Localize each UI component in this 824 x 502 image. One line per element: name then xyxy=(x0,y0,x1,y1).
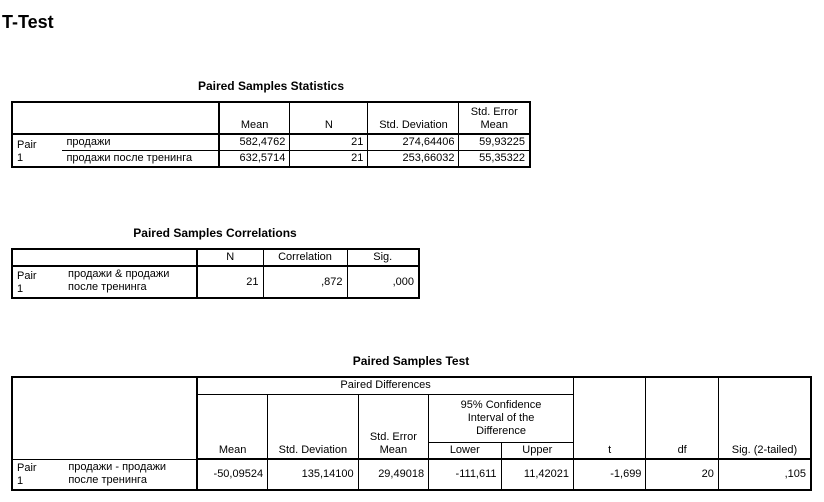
corr-cell-n: 21 xyxy=(197,266,263,298)
test-header-paired-differences: Paired Differences xyxy=(197,377,573,394)
paired-samples-correlations-table xyxy=(11,248,420,299)
test-header-sig: Sig. (2-tailed) xyxy=(718,377,811,459)
stats-header-mean: Mean xyxy=(219,102,290,134)
test-cell-mean: -50,09524 xyxy=(197,459,267,490)
stats-row-label: продажи после тренинга xyxy=(62,151,218,168)
corr-table-title: Paired Samples Correlations xyxy=(133,226,297,240)
test-cell-std-err: 29,49018 xyxy=(358,459,428,490)
corr-cell-correlation: ,872 xyxy=(263,266,347,298)
stats-cell-std-err: 55,35322 xyxy=(459,151,530,168)
test-cell-t: -1,699 xyxy=(573,459,645,490)
corr-cell-sig: ,000 xyxy=(347,266,419,298)
stats-cell-std-dev: 274,64406 xyxy=(368,134,459,151)
table-row xyxy=(12,134,530,151)
test-header-mean: Mean xyxy=(197,394,267,459)
test-cell-lower: -111,611 xyxy=(429,459,501,490)
corr-header-n: N xyxy=(197,249,263,266)
test-cell-df: 20 xyxy=(646,459,718,490)
table-row xyxy=(12,151,530,168)
stats-stub-header xyxy=(12,102,62,134)
stats-cell-n: 21 xyxy=(290,134,368,151)
corr-header-sig: Sig. xyxy=(347,249,419,266)
test-cell-upper: 11,42021 xyxy=(501,459,573,490)
page-title: T-Test xyxy=(2,12,54,32)
test-pair-label: Pair 1 xyxy=(12,459,64,490)
test-header-lower: Lower xyxy=(429,442,501,459)
test-table-title: Paired Samples Test xyxy=(352,354,470,368)
stats-row-label: продажи xyxy=(62,134,218,151)
test-header-confidence-interval: 95% Confidence Interval of the Difference xyxy=(429,394,574,442)
stats-header-std-err: Std. Error Mean xyxy=(459,102,530,134)
test-header-std-dev: Std. Deviation xyxy=(268,394,359,459)
stats-header-n: N xyxy=(290,102,368,134)
corr-header-correlation: Correlation xyxy=(263,249,347,266)
test-header-std-err: Std. Error Mean xyxy=(358,394,428,459)
test-header-t: t xyxy=(573,377,645,459)
test-header-upper: Upper xyxy=(501,442,573,459)
stats-cell-std-dev: 253,66032 xyxy=(368,151,459,168)
table-row xyxy=(12,266,419,298)
stats-cell-mean: 632,5714 xyxy=(219,151,290,168)
table-row xyxy=(12,459,811,490)
stats-pair-label: Pair 1 xyxy=(12,134,62,167)
stats-cell-n: 21 xyxy=(290,151,368,168)
stats-cell-mean: 582,4762 xyxy=(219,134,290,151)
corr-row-label: продажи & продажи после тренинга xyxy=(64,266,197,298)
corr-pair-label: Pair 1 xyxy=(12,266,64,298)
test-header-df: df xyxy=(646,377,718,459)
test-row-label: продажи - продажи после тренинга xyxy=(64,459,197,490)
test-cell-sig: ,105 xyxy=(718,459,811,490)
test-cell-std-dev: 135,14100 xyxy=(268,459,359,490)
paired-samples-statistics-table xyxy=(11,101,531,168)
stats-cell-std-err: 59,93225 xyxy=(459,134,530,151)
stats-header-std-dev: Std. Deviation xyxy=(368,102,459,134)
stats-table-title: Paired Samples Statistics xyxy=(197,79,345,93)
paired-samples-test-table xyxy=(11,376,812,491)
